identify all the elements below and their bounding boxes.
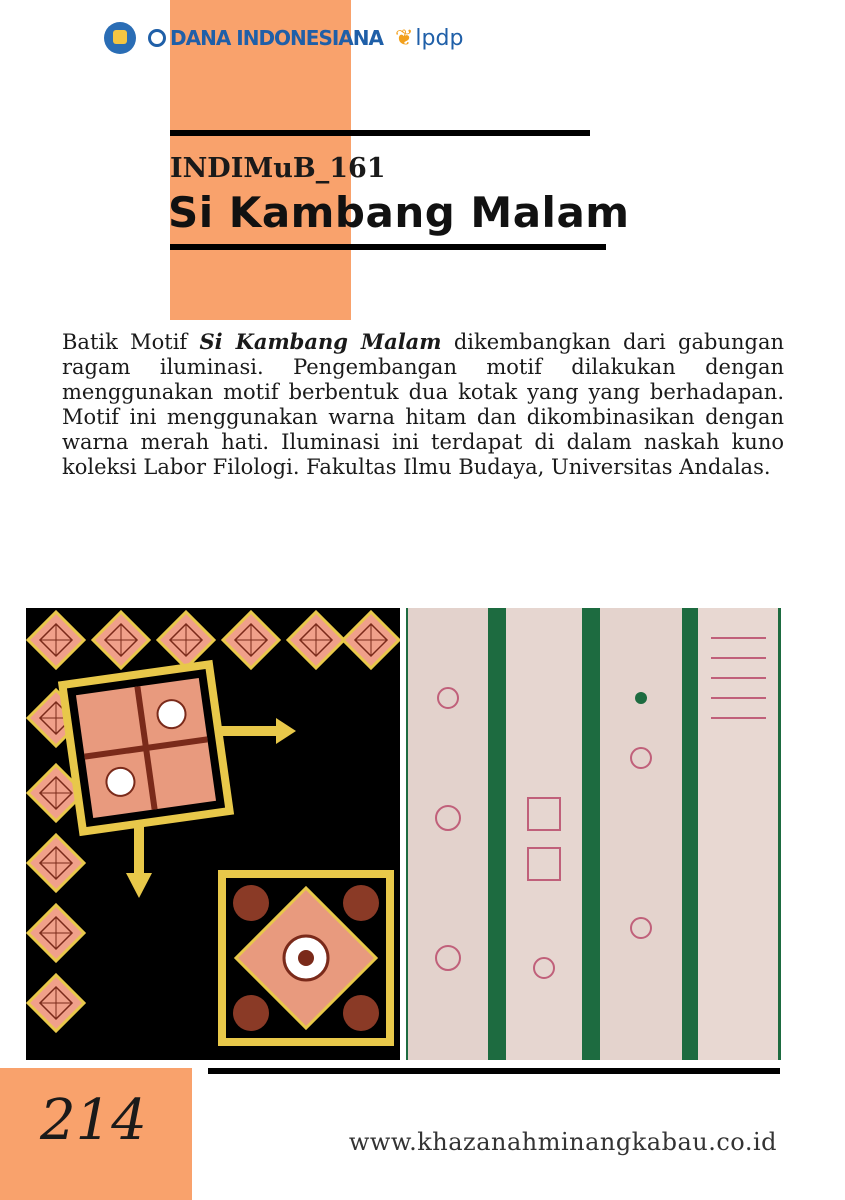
title-bottom-rule <box>170 244 606 250</box>
batik-motif-image <box>26 608 400 1060</box>
page-number: 214 <box>40 1088 147 1153</box>
kemdikbud-logo-icon <box>104 22 136 54</box>
sponsor-logos <box>104 22 463 54</box>
title-top-rule <box>170 130 590 136</box>
website-url: www.khazanahminangkabau.co.id <box>348 1128 777 1156</box>
dana-indonesiana-logo: DANA INDONESIANA <box>148 26 383 50</box>
page-title: Si Kambang Malam <box>168 188 630 237</box>
manuscript-photo <box>406 608 781 1060</box>
lpdp-logo: ❦ lpdp <box>394 25 464 51</box>
lpdp-flame-icon: ❦ <box>394 25 414 51</box>
motif-name: Si Kambang Malam <box>199 329 442 354</box>
dana-power-icon <box>148 29 166 47</box>
footer-rule <box>208 1068 780 1074</box>
item-code: INDIMuB_161 <box>170 153 386 184</box>
manuscript-illumination-photo <box>406 608 781 1060</box>
description-paragraph: Batik Motif Si Kambang Malam dikembangkan dari gabungan ragam iluminasi. Pengembangan motif dilakukan dengan menggunakan motif berbentuk dua kotak yang yang berhadapan. Motif ini menggunakan warna hitam dan dikombinasikan dengan warna merah hati. Iluminasi ini terdapat di dalam naskah kuno koleksi Labor Filologi. Fakultas Ilmu Budaya, Universitas Andalas. <box>62 329 784 479</box>
batik-motif-illustration <box>26 608 400 1060</box>
